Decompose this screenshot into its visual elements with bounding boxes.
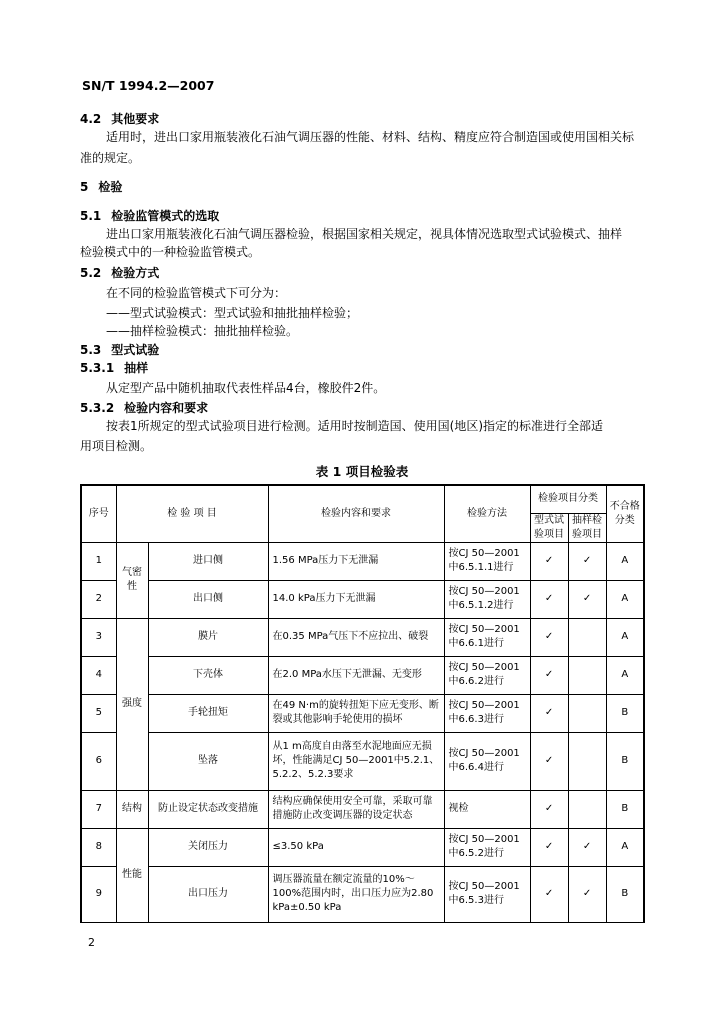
item-name: 防止设定状态改变措施 [148,790,268,828]
section-number: 5.1 [80,209,102,223]
type-test-check: ✓ [530,828,568,866]
table-row [81,732,644,790]
item-method: 按CJ 50—2001中6.5.3进行 [444,866,530,922]
item-name: 出口侧 [148,580,268,618]
group-label: 强度 [116,618,148,790]
item-method: 按CJ 50—2001中6.5.1.2进行 [444,580,530,618]
paragraph-line: 适用时，进出口家用瓶装液化石油气调压器的性能、材料、结构、精度应符合制造国或使用国相关标 [106,130,635,144]
type-test-check: ✓ [530,542,568,580]
table-row [81,656,644,694]
section-heading [80,112,652,126]
sample-test-check [568,656,606,694]
row-number: 9 [81,866,116,922]
paragraph-line: 按表1所规定的型式试验项目进行检测。适用时按制造国、使用国(地区)指定的标准进行全部适 [106,419,604,433]
paragraph-line: ——抽样检验模式：抽批抽样检验。 [106,324,299,338]
header-content: 检验内容和要求 [268,485,444,542]
section-title: 检验方式 [111,266,160,280]
nonconform-class: A [606,542,644,580]
sample-test-check [568,732,606,790]
item-name: 进口侧 [148,542,268,580]
section-heading [80,209,652,223]
paragraph-line: 用项目检测。 [80,439,153,453]
header-sample-test: 抽样检验项目 [568,513,606,542]
type-test-check: ✓ [530,656,568,694]
item-method: 按CJ 50—2001中6.5.1.1进行 [444,542,530,580]
section-number: 5.3 [80,343,102,357]
standard-number: SN/T 1994.2—2007 [82,78,215,93]
paragraph-line: ——型式试验模式：型式试验和抽批抽样检验； [106,306,359,320]
header-category: 检验项目分类 [530,485,606,513]
row-number: 1 [81,542,116,580]
header-item: 检 验 项 目 [116,485,268,542]
nonconform-class: B [606,732,644,790]
sample-test-check: ✓ [568,580,606,618]
group-label: 气密性 [116,542,148,618]
item-content: 调压器流量在额定流量的10%～100%范围内时，出口压力应为2.80 kPa±0.50 kPa [268,866,444,922]
inspection-table [80,484,645,923]
table-row [81,542,644,580]
table-row [81,694,644,732]
item-content: 在0.35 MPa气压下不应拉出、破裂 [268,618,444,656]
section-number: 4.2 [80,112,102,126]
section-title: 抽样 [124,361,149,375]
item-name: 关闭压力 [148,828,268,866]
item-method: 按CJ 50—2001中6.6.2进行 [444,656,530,694]
row-number: 5 [81,694,116,732]
type-test-check: ✓ [530,580,568,618]
group-label: 结构 [116,790,148,828]
header-method: 检验方法 [444,485,530,542]
paragraph-line: 从定型产品中随机抽取代表性样品4台，橡胶件2件。 [106,381,386,395]
row-number: 6 [81,732,116,790]
page-number: 2 [88,936,95,949]
header-type-test: 型式试验项目 [530,513,568,542]
type-test-check: ✓ [530,790,568,828]
table-row [81,790,644,828]
nonconform-class: A [606,618,644,656]
paragraph-line: 准的规定。 [80,151,141,165]
row-number: 3 [81,618,116,656]
section-title: 检验监管模式的选取 [111,209,220,223]
nonconform-class: A [606,656,644,694]
type-test-check: ✓ [530,618,568,656]
table-row [81,828,644,866]
paragraph-line: 检验模式中的一种检验监管模式。 [80,245,261,259]
sample-test-check [568,618,606,656]
item-name: 坠落 [148,732,268,790]
sample-test-check: ✓ [568,866,606,922]
item-content: 在2.0 MPa水压下无泄漏、无变形 [268,656,444,694]
nonconform-class: B [606,790,644,828]
section-heading [80,343,652,357]
row-number: 4 [81,656,116,694]
section-number: 5.2 [80,266,102,280]
sample-test-check [568,694,606,732]
table-row [81,866,644,922]
section-title: 检验 [98,180,123,194]
item-content: 结构应确保使用安全可靠，采取可靠措施防止改变调压器的设定状态 [268,790,444,828]
type-test-check: ✓ [530,866,568,922]
item-method: 按CJ 50—2001中6.6.4进行 [444,732,530,790]
section-heading [80,266,652,280]
item-name: 手轮扭矩 [148,694,268,732]
section-number: 5 [80,180,89,194]
item-name: 下壳体 [148,656,268,694]
table-row [81,580,644,618]
nonconform-class: B [606,694,644,732]
sample-test-check [568,790,606,828]
item-content: 在49 N·m的旋转扭矩下应无变形、断裂或其他影响手轮使用的损坏 [268,694,444,732]
nonconform-class: A [606,580,644,618]
row-number: 7 [81,790,116,828]
section-number: 5.3.1 [80,361,115,375]
type-test-check: ✓ [530,694,568,732]
item-name: 出口压力 [148,866,268,922]
paragraph-line: 进出口家用瓶装液化石油气调压器检验，根据国家相关规定，视具体情况选取型式试验模式、抽样 [106,227,623,241]
section-heading [80,180,652,194]
item-method: 视检 [444,790,530,828]
table-row [81,618,644,656]
section-heading [80,361,652,375]
nonconform-class: A [606,828,644,866]
header-seq: 序号 [81,485,116,542]
sample-test-check: ✓ [568,828,606,866]
section-title: 检验内容和要求 [124,401,209,415]
section-title: 其他要求 [111,112,160,126]
header-nonconform: 不合格分类 [606,485,644,542]
section-heading [80,401,652,415]
sample-test-check: ✓ [568,542,606,580]
item-content: 14.0 kPa压力下无泄漏 [268,580,444,618]
group-label: 性能 [116,828,148,922]
item-method: 按CJ 50—2001中6.6.1进行 [444,618,530,656]
table-caption: 表 1 项目检验表 [315,464,409,479]
item-content: 从1 m高度自由落至水泥地面应无损坏，性能满足CJ 50—2001中5.2.1、5.2.2、5.2.3要求 [268,732,444,790]
paragraph-line: 在不同的检验监管模式下可分为： [106,286,287,300]
section-title: 型式试验 [111,343,160,357]
type-test-check: ✓ [530,732,568,790]
nonconform-class: B [606,866,644,922]
item-content: 1.56 MPa压力下无泄漏 [268,542,444,580]
item-name: 膜片 [148,618,268,656]
item-content: ≤3.50 kPa [268,828,444,866]
item-method: 按CJ 50—2001中6.5.2进行 [444,828,530,866]
row-number: 8 [81,828,116,866]
section-number: 5.3.2 [80,401,115,415]
row-number: 2 [81,580,116,618]
item-method: 按CJ 50—2001中6.6.3进行 [444,694,530,732]
